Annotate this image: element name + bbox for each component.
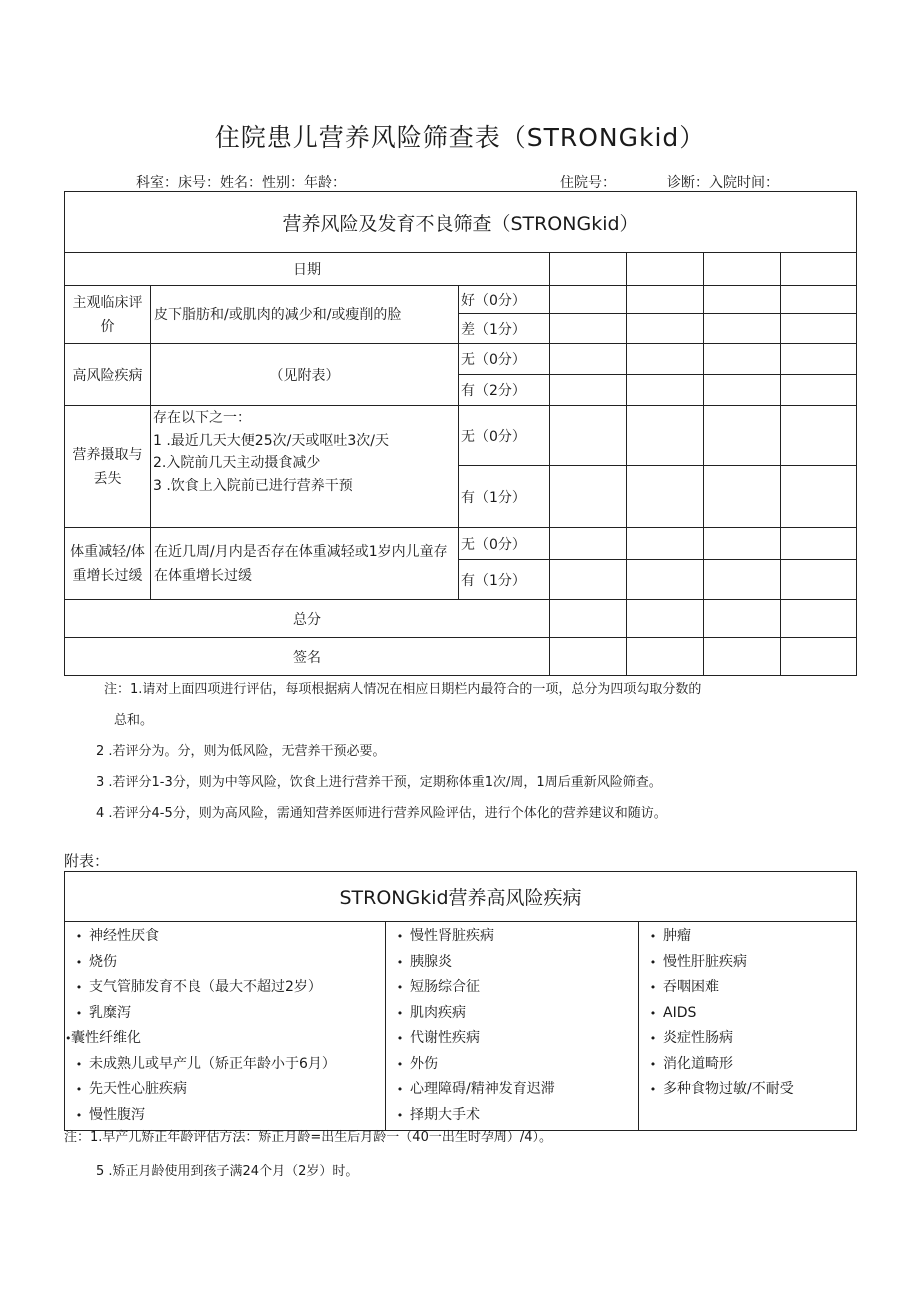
intake-criteria-line: 存在以下之一： [153, 410, 251, 426]
disease-name: 烧伤 [89, 953, 117, 970]
list-item [643, 1026, 852, 1052]
disease-name: 肿瘤 [663, 928, 691, 944]
score-cell[interactable] [550, 375, 627, 406]
score-cell[interactable] [781, 286, 857, 314]
bullet-icon: • [75, 1006, 83, 1020]
disease-name: 代谢性疾病 [410, 1030, 480, 1046]
score-cell[interactable] [781, 466, 857, 528]
date-cell[interactable] [550, 253, 627, 286]
total-cell[interactable] [781, 600, 857, 638]
signature-cell[interactable] [627, 638, 704, 676]
option-poor: 差（1分） [459, 314, 550, 344]
option-yes: 有（1分） [459, 560, 550, 600]
page-title: 住院患儿营养风险筛查表（STRONGkid） [214, 123, 706, 152]
date-cell[interactable] [781, 253, 857, 286]
list-item [390, 1026, 634, 1052]
score-cell[interactable] [627, 375, 704, 406]
score-cell[interactable] [627, 344, 704, 375]
disease-column-1 [65, 922, 386, 1131]
bullet-icon: • [396, 930, 404, 943]
bullet-icon: • [649, 1032, 657, 1045]
category-nutrition-intake: 营养摄取与丢失 [65, 406, 151, 528]
disease-name: 神经性厌食 [89, 928, 159, 944]
intake-criteria-line: 1 .最近几天大便25次/天或呕吐3次/天 [153, 433, 389, 449]
list-item [69, 950, 381, 976]
disease-name: 慢性肝脏疾病 [663, 953, 747, 970]
bullet-icon: • [75, 955, 83, 969]
score-cell[interactable] [550, 466, 627, 528]
list-item [69, 1001, 381, 1027]
list-item [69, 1052, 381, 1078]
bullet-icon: • [396, 1108, 404, 1122]
disease-name: 囊性纤维化 [71, 1030, 141, 1046]
option-good: 好（0分） [459, 286, 550, 314]
date-cell[interactable] [704, 253, 781, 286]
option-yes: 有（2分） [459, 375, 550, 406]
score-cell[interactable] [550, 528, 627, 560]
bullet-icon: • [649, 930, 657, 943]
bullet-icon: • [75, 981, 83, 994]
list-item [69, 924, 381, 950]
disease-column-3 [639, 922, 857, 1131]
option-no: 无（0分） [459, 528, 550, 560]
score-cell[interactable] [550, 560, 627, 600]
bullet-icon: • [649, 1083, 657, 1096]
disease-name: 先天性心脏疾病 [89, 1081, 187, 1097]
disease-name: 外伤 [410, 1055, 438, 1072]
date-label: 日期 [65, 253, 550, 286]
note-4: 4 .若评分4-5分，则为高风险，需通知营养医师进行营养风险评估，进行个体化的营养建议和随访。 [96, 806, 667, 821]
disease-name: 支气管肺发育不良（最大不超过2岁） [89, 979, 322, 995]
note-1-cont: 总和。 [114, 713, 154, 728]
list-item [390, 924, 634, 950]
score-cell[interactable] [781, 406, 857, 466]
list-item [65, 1026, 381, 1052]
score-cell[interactable] [627, 528, 704, 560]
score-cell[interactable] [781, 314, 857, 344]
disease-name: 择期大手术 [410, 1106, 480, 1123]
score-cell[interactable] [704, 314, 781, 344]
signature-cell[interactable] [704, 638, 781, 676]
score-cell[interactable] [704, 406, 781, 466]
appendix-table [64, 871, 857, 1131]
option-yes: 有（1分） [459, 466, 550, 528]
score-cell[interactable] [781, 344, 857, 375]
disease-name: 胰腺炎 [410, 953, 452, 970]
score-cell[interactable] [704, 466, 781, 528]
list-item [390, 1001, 634, 1027]
score-cell[interactable] [781, 375, 857, 406]
category-weight-loss: 体重减轻/体重增长过缓 [65, 528, 151, 600]
bullet-icon: • [396, 1057, 404, 1071]
score-cell[interactable] [704, 528, 781, 560]
disease-name: 肌肉疾病 [410, 1004, 466, 1021]
score-cell[interactable] [627, 560, 704, 600]
diagnosis-admission-field: 诊断：入院时间： [667, 175, 779, 191]
intake-criteria-line: 2.入院前几天主动摄食减少 [153, 455, 321, 471]
score-cell[interactable] [550, 314, 627, 344]
bullet-icon: • [396, 955, 404, 969]
bullet-icon: • [396, 1006, 404, 1020]
disease-name: 短肠综合征 [410, 979, 480, 995]
list-item [69, 975, 381, 1001]
intake-criteria-line: 3 .饮食上入院前已进行营养干预 [153, 478, 353, 494]
list-item [390, 1077, 634, 1103]
list-item [643, 1001, 852, 1027]
screening-heading: 营养风险及发育不良筛查（STRONGkid） [65, 192, 857, 253]
bullet-icon: • [649, 981, 657, 994]
hospital-number-field: 住院号： [560, 175, 616, 191]
score-cell[interactable] [704, 344, 781, 375]
bullet-icon: • [75, 930, 83, 943]
score-cell[interactable] [781, 560, 857, 600]
category-subjective: 主观临床评价 [65, 286, 151, 344]
list-item [643, 1077, 852, 1103]
disease-column-2 [386, 922, 639, 1131]
option-no: 无（0分） [459, 406, 550, 466]
note-3: 3 .若评分1-3分，则为中等风险，饮食上进行营养干预，定期称体重1次/周，1周后重新风险筛查。 [96, 775, 662, 790]
score-cell[interactable] [704, 286, 781, 314]
list-item [643, 950, 852, 976]
score-cell[interactable] [627, 466, 704, 528]
score-cell[interactable] [627, 314, 704, 344]
bullet-icon: • [75, 1108, 83, 1122]
total-cell[interactable] [550, 600, 627, 638]
total-score-label: 总分 [65, 600, 550, 638]
disease-name: AIDS [663, 1004, 697, 1021]
disease-name: 乳糜泻 [89, 1004, 131, 1021]
appendix-heading: STRONGkid营养高风险疾病 [65, 872, 857, 922]
signature-cell[interactable] [781, 638, 857, 676]
signature-label: 签名 [65, 638, 550, 676]
description-intake-criteria [151, 406, 459, 528]
date-cell[interactable] [627, 253, 704, 286]
footer-note-1: 注：1.早产儿矫正年龄评估方法：矫正月龄=出生后月龄一（40一出生时孕周）/4）。 [64, 1130, 552, 1145]
footer-note-5: 5 .矫正月龄使用到孩子满24个月（2岁）时。 [96, 1164, 359, 1179]
option-no: 无（0分） [459, 344, 550, 375]
list-item [643, 1052, 852, 1078]
bullet-icon: • [396, 981, 404, 994]
bullet-icon: • [649, 1006, 657, 1020]
bullet-icon: • [75, 1083, 83, 1096]
list-item [390, 975, 634, 1001]
screening-table [64, 191, 857, 676]
list-item [390, 1052, 634, 1078]
disease-name: 消化道畸形 [663, 1055, 733, 1072]
bullet-icon: • [649, 955, 657, 969]
list-item [69, 1103, 381, 1129]
note-2: 2 .若评分为。分，则为低风险，无营养干预必要。 [96, 744, 386, 759]
appendix-label: 附表： [64, 852, 110, 870]
score-cell[interactable] [704, 375, 781, 406]
score-cell[interactable] [627, 406, 704, 466]
list-item [643, 975, 852, 1001]
score-cell[interactable] [781, 528, 857, 560]
list-item [643, 924, 852, 950]
disease-name: 未成熟儿或早产儿（矫正年龄小于6月） [89, 1055, 336, 1072]
description-weight-loss: 在近几周/月内是否存在体重减轻或1岁内儿童存在体重增长过缓 [151, 528, 459, 600]
note-1: 注：1.请对上面四项进行评估，每项根据病人情况在相应日期栏内最符合的一项，总分为四项勾取分数的 [104, 682, 702, 697]
description-subjective: 皮下脂肪和/或肌肉的减少和/或瘦削的脸 [151, 286, 459, 344]
list-item [390, 950, 634, 976]
patient-info-fields: 科室：床号：姓名：性别：年龄： [136, 175, 346, 191]
score-cell[interactable] [550, 406, 627, 466]
score-cell[interactable] [550, 286, 627, 314]
bullet-icon: • [75, 1057, 83, 1071]
bullet-icon: • [396, 1083, 404, 1096]
total-cell[interactable] [627, 600, 704, 638]
signature-cell[interactable] [550, 638, 627, 676]
score-cell[interactable] [550, 344, 627, 375]
list-item [69, 1077, 381, 1103]
score-cell[interactable] [704, 560, 781, 600]
description-see-appendix: （见附表） [151, 344, 459, 406]
bullet-icon: • [396, 1032, 404, 1045]
score-cell[interactable] [627, 286, 704, 314]
bullet-icon: • [649, 1057, 657, 1071]
disease-name: 炎症性肠病 [663, 1030, 733, 1046]
category-high-risk-disease: 高风险疾病 [65, 344, 151, 406]
total-cell[interactable] [704, 600, 781, 638]
bullet-icon: • [65, 1032, 72, 1045]
disease-name: 多种食物过敏/不耐受 [663, 1081, 794, 1097]
disease-name: 吞咽困难 [663, 979, 719, 995]
disease-name: 心理障碍/精神发育迟滞 [410, 1081, 555, 1097]
disease-name: 慢性腹泻 [89, 1106, 145, 1123]
disease-name: 慢性肾脏疾病 [410, 928, 494, 944]
list-item [390, 1103, 634, 1129]
